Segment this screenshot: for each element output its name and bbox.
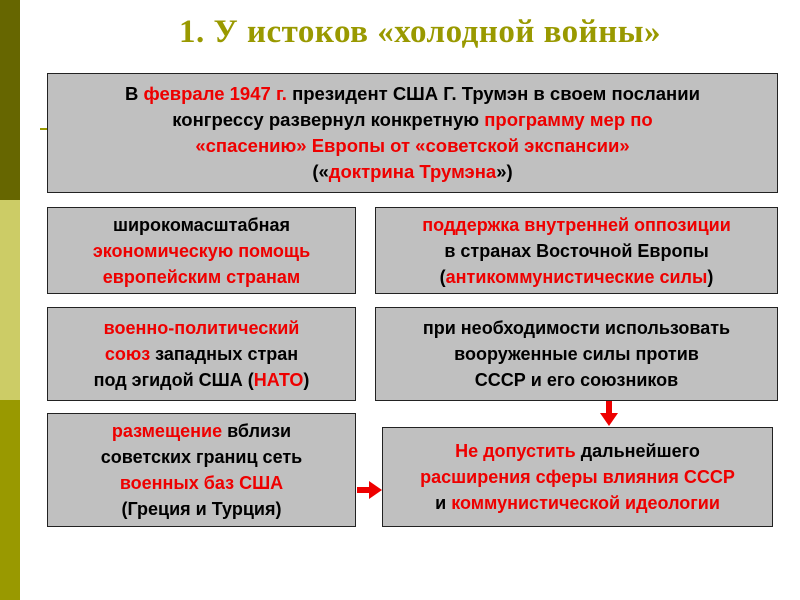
box-armed-forces xyxy=(375,307,778,401)
highlighted-text: антикоммунистические силы xyxy=(445,266,708,287)
text-line xyxy=(101,444,302,470)
text-line xyxy=(422,212,731,238)
text-line xyxy=(103,264,300,290)
text-line xyxy=(454,341,699,367)
box-military-bases xyxy=(47,413,356,527)
text-line xyxy=(125,81,700,107)
text-line xyxy=(440,264,714,290)
highlighted-text: «спасению» Европы от «советской экспансии» xyxy=(195,135,630,156)
highlighted-text: НАТО xyxy=(253,370,304,390)
box-opposition-support xyxy=(375,207,778,294)
text-segment: дальнейшего xyxy=(575,441,700,461)
text-line xyxy=(420,464,735,490)
text-line xyxy=(122,496,282,522)
text-segment: В xyxy=(125,83,144,104)
box-truman-doctrine xyxy=(47,73,778,193)
text-line xyxy=(455,438,700,464)
highlighted-text: союз xyxy=(104,344,151,364)
highlighted-text: европейским странам xyxy=(102,266,301,287)
text-segment: президент США Г. Трумэн в своем послании xyxy=(286,83,700,104)
highlighted-text: размещение xyxy=(111,421,223,441)
text-segment: ) xyxy=(707,266,714,287)
box-containment-goal xyxy=(382,427,773,527)
text-segment: и xyxy=(435,493,452,513)
text-segment: (« xyxy=(312,161,329,182)
text-line xyxy=(475,367,678,393)
box-economic-aid xyxy=(47,207,356,294)
arrow-down-icon xyxy=(599,401,619,427)
text-line xyxy=(172,107,652,133)
text-line xyxy=(94,367,310,393)
text-line xyxy=(104,315,300,341)
sidebar-stripe-dark xyxy=(0,0,20,200)
text-line xyxy=(120,470,283,496)
text-segment: ») xyxy=(496,161,513,182)
text-line xyxy=(113,212,290,238)
highlighted-text: программу мер по xyxy=(484,109,653,130)
text-segment: вооруженные силы против xyxy=(454,344,699,364)
text-segment: при необходимости использовать xyxy=(422,318,731,338)
text-line xyxy=(195,133,629,159)
box-military-alliance xyxy=(47,307,356,401)
text-segment: ) xyxy=(303,370,310,390)
text-line xyxy=(105,341,298,367)
text-segment: широкомасштабная xyxy=(112,214,291,235)
highlighted-text: военных баз США xyxy=(119,473,284,493)
text-segment: СССР и его союзников xyxy=(474,370,679,390)
sidebar-stripe-light xyxy=(0,200,20,400)
text-segment: (Греция и Турция) xyxy=(121,499,282,519)
text-line xyxy=(112,418,291,444)
sidebar-stripe-olive xyxy=(0,400,20,600)
highlighted-text: коммунистической идеологии xyxy=(451,493,720,513)
text-segment: под эгидой США ( xyxy=(93,370,254,390)
text-segment: ( xyxy=(439,266,446,287)
text-segment: западных стран xyxy=(150,344,299,364)
highlighted-text: расширения сферы влияния СССР xyxy=(420,467,735,487)
text-line xyxy=(423,315,730,341)
text-segment: конгрессу развернул конкретную xyxy=(172,109,485,130)
arrow-right-icon xyxy=(357,480,383,500)
text-line xyxy=(312,159,512,185)
text-segment: советских границ сеть xyxy=(100,447,303,467)
text-line xyxy=(435,490,720,516)
text-segment: в странах Восточной Европы xyxy=(444,240,709,261)
text-segment: вблизи xyxy=(222,421,292,441)
highlighted-text: экономическую помощь xyxy=(92,240,311,261)
text-line xyxy=(93,238,310,264)
text-line xyxy=(444,238,708,264)
highlighted-text: феврале 1947 г. xyxy=(143,83,287,104)
highlighted-text: доктрина Трумэна xyxy=(328,161,497,182)
slide-title: 1. У истоков «холодной войны» xyxy=(179,14,661,50)
highlighted-text: военно-политический xyxy=(103,318,300,338)
highlighted-text: Не допустить xyxy=(455,441,576,461)
highlighted-text: поддержка внутренней оппозиции xyxy=(422,214,731,235)
